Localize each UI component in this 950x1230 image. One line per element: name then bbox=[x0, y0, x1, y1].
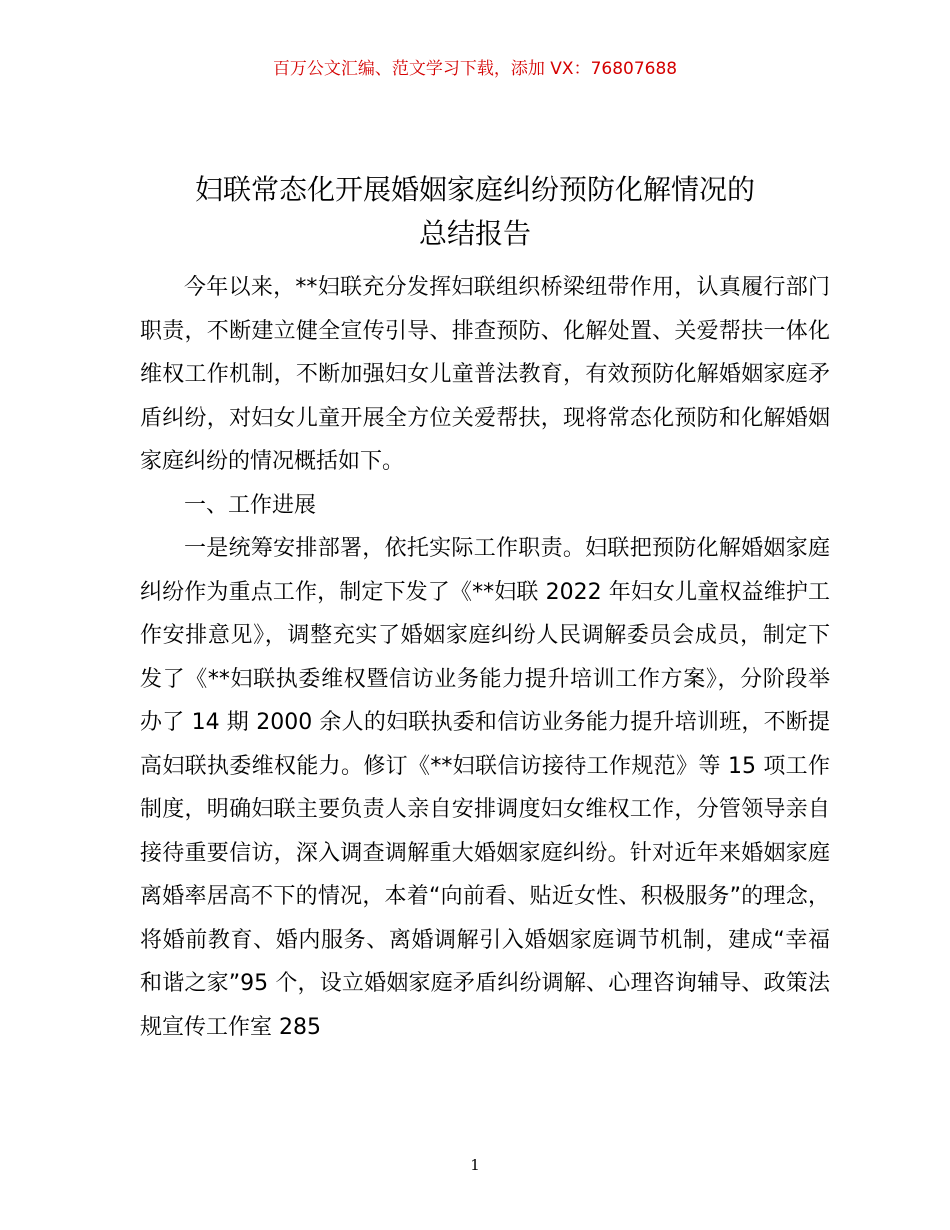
document-title bbox=[80, 168, 870, 256]
title-line-2: 总结报告 bbox=[418, 217, 531, 250]
document-body bbox=[140, 266, 830, 1049]
section-paragraph: 一是统筹安排部署，依托实际工作职责。妇联把预防化解婚姻家庭纠纷作为重点工作，制定下发了《**妇联 2022 年妇女儿童权益维护工作安排意见》，调整充实了婚姻家庭纠纷人民调解委员会成员，制定下发了《**妇联执委维权暨信访业务能力提升培训工作方案》，分阶段举办了 14 期 2000 余人的妇联执委和信访业务能力提升培训班，不断提高妇联执委维权能力。修订《**妇联信访接待工作规范》等 15 项工作制度，明确妇联主要负责人亲自安排调度妇女维权工作，分管领导亲自接待重要信访，深入调查调解重大婚姻家庭纠纷。针对近年来婚姻家庭离婚率居高不下的情况，本着“向前看、贴近女性、积极服务”的理念，将婚前教育、婚内服务、离婚调解引入婚姻家庭调节机制，建成“幸福和谐之家”95 个，设立婚姻家庭矛盾纠纷调解、心理咨询辅导、政策法规宣传工作室 285 bbox=[140, 536, 830, 1040]
watermark-banner: 百万公文汇编、范文学习下载，添加 VX：76807688 bbox=[272, 59, 678, 79]
intro-paragraph: 今年以来，**妇联充分发挥妇联组织桥梁纽带作用，认真履行部门职责，不断建立健全宣传引导、排查预防、化解处置、关爱帮扶一体化维权工作机制，不断加强妇女儿童普法教育，有效预防化解婚姻家庭矛盾纠纷，对妇女儿童开展全方位关爱帮扶，现将常态化预防和化解婚姻家庭纠纷的情况概括如下。 bbox=[140, 275, 830, 474]
section-heading: 一、工作进展 bbox=[184, 492, 317, 518]
title-line-1: 妇联常态化开展婚姻家庭纠纷预防化解情况的 bbox=[194, 173, 755, 206]
page-number: 1 bbox=[470, 1156, 480, 1174]
